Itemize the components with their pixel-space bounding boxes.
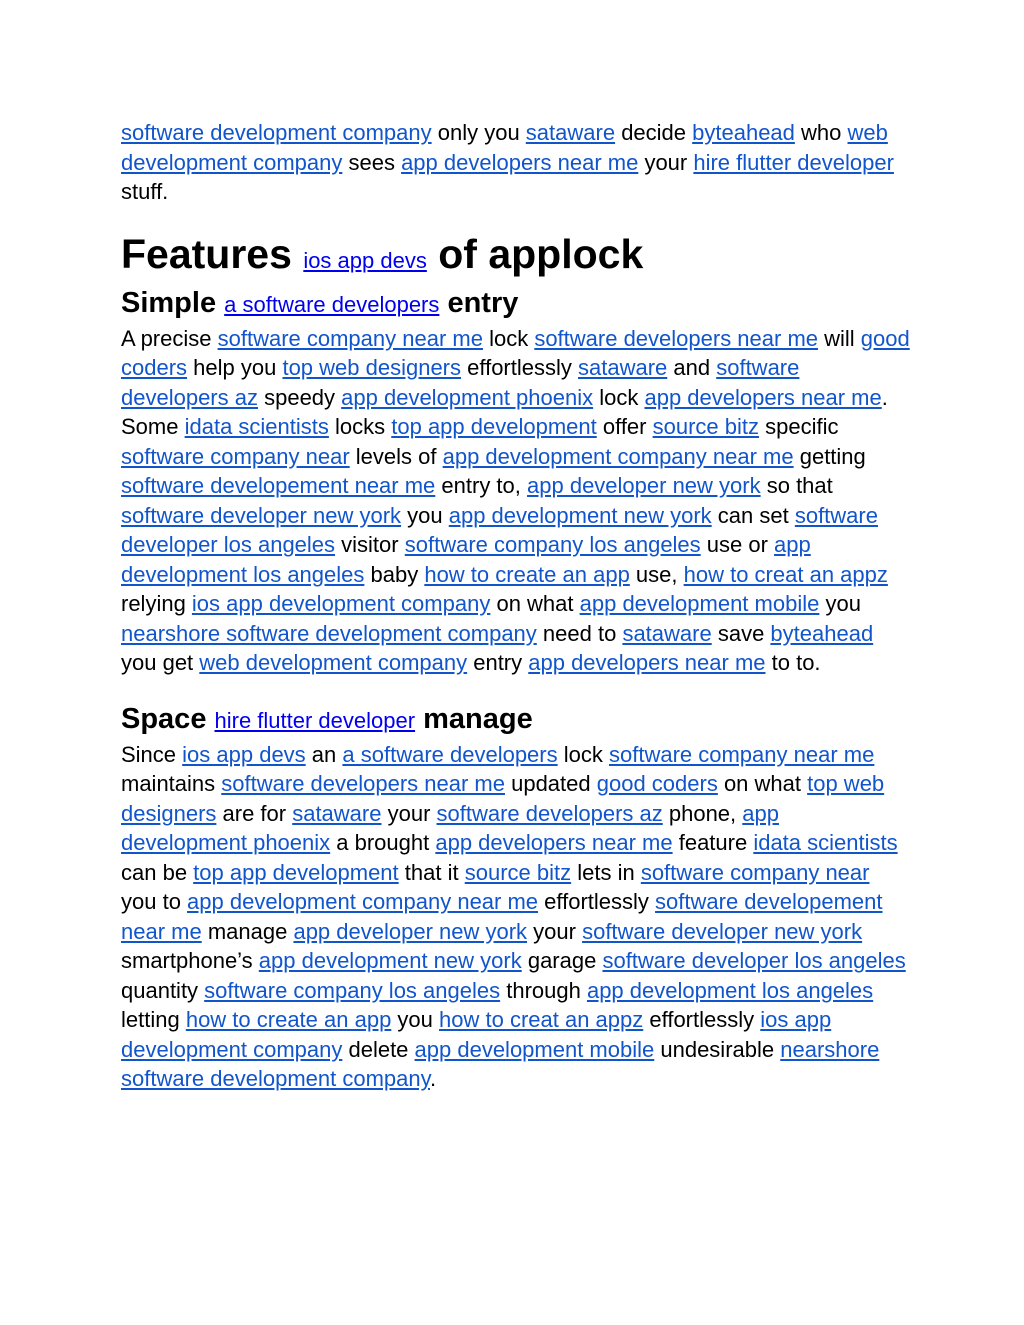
inline-text: that it: [398, 859, 465, 885]
inline-text: maintains: [121, 771, 222, 796]
inline-link[interactable]: software company near me: [217, 325, 483, 351]
inline-text: entry: [439, 286, 519, 319]
inline-link[interactable]: software developer los angeles: [602, 948, 906, 973]
inline-text: help you: [187, 355, 283, 380]
inline-text: your: [527, 918, 583, 944]
inline-text: Features: [121, 230, 304, 277]
inline-text: you: [391, 1007, 440, 1032]
heading-simple-entry: [121, 284, 911, 324]
inline-link[interactable]: app development phoenix: [341, 384, 594, 410]
inline-link[interactable]: top web designers: [282, 355, 462, 380]
document-page: [121, 118, 911, 1094]
inline-text: who: [794, 120, 848, 145]
inline-text: a brought: [330, 830, 436, 855]
inline-text: effortlessly: [461, 355, 578, 380]
inline-link[interactable]: software company los angeles: [404, 532, 701, 557]
inline-link[interactable]: app developers near me: [644, 384, 882, 410]
inline-text: quantity: [121, 977, 205, 1003]
inline-link[interactable]: software developer new york: [582, 918, 863, 944]
inline-text: undesirable: [654, 1036, 781, 1062]
inline-link[interactable]: app development phoenix: [121, 800, 779, 855]
inline-text: lock: [482, 325, 535, 351]
inline-link[interactable]: software developer los angeles: [121, 502, 878, 557]
inline-text: speedy: [257, 384, 342, 410]
inline-text: you get: [121, 650, 200, 675]
inline-link[interactable]: source bitz: [652, 414, 759, 439]
inline-text: offer: [596, 414, 653, 439]
inline-link[interactable]: idata scientists: [753, 830, 898, 855]
inline-link[interactable]: app development company near me: [187, 889, 539, 914]
inline-text: save: [711, 620, 771, 646]
inline-link[interactable]: sataware: [292, 800, 382, 826]
inline-text: you: [401, 502, 449, 528]
inline-text: on what: [490, 591, 580, 616]
inline-text: A precise: [121, 325, 218, 351]
inline-text: phone,: [662, 800, 743, 826]
inline-text: Simple: [121, 286, 225, 319]
inline-link[interactable]: how to creat an appz: [683, 561, 888, 587]
inline-link[interactable]: software developement near me: [121, 473, 436, 498]
inline-link[interactable]: app developers near me: [528, 650, 766, 675]
inline-link[interactable]: byteahead: [692, 120, 795, 145]
inline-text: need to: [536, 620, 623, 646]
inline-text: Space: [121, 702, 215, 735]
inline-link[interactable]: source bitz: [464, 859, 572, 885]
inline-text: effortlessly: [538, 889, 656, 914]
inline-link[interactable]: app developer new york: [293, 918, 528, 944]
inline-text: .: [429, 1066, 437, 1091]
inline-text: manage: [201, 918, 294, 944]
inline-text: your: [638, 149, 694, 175]
inline-link[interactable]: software developers az: [121, 355, 800, 410]
inline-text: can set: [711, 502, 795, 528]
inline-link[interactable]: top app development: [391, 414, 597, 439]
inline-text: entry to,: [435, 473, 528, 498]
inline-text: lock: [557, 741, 609, 767]
inline-text: only you: [431, 120, 526, 145]
inline-text: relying: [121, 591, 192, 616]
inline-text: specific: [759, 414, 839, 439]
inline-text: of applock: [426, 230, 644, 277]
inline-link[interactable]: software developement near me: [121, 889, 883, 944]
inline-text: use,: [629, 561, 684, 587]
inline-link[interactable]: sataware: [578, 355, 668, 380]
inline-text: to to.: [765, 650, 821, 675]
inline-link[interactable]: software company near: [121, 443, 350, 469]
inline-text: letting: [121, 1007, 186, 1032]
inline-link[interactable]: how to create an app: [185, 1007, 392, 1032]
inline-link[interactable]: byteahead: [770, 620, 874, 646]
inline-link[interactable]: app development new york: [448, 502, 712, 528]
heading-features: [121, 231, 911, 284]
inline-text: lets in: [571, 859, 641, 885]
inline-link[interactable]: software company los angeles: [204, 977, 501, 1003]
inline-text: and: [667, 355, 717, 380]
inline-link[interactable]: app development los angeles: [121, 532, 811, 587]
inline-text: stuff.: [121, 179, 169, 204]
inline-text: delete: [342, 1036, 415, 1062]
inline-link[interactable]: software developers near me: [534, 325, 819, 351]
inline-link[interactable]: idata scientists: [184, 414, 329, 439]
inline-link[interactable]: sataware: [622, 620, 712, 646]
inline-link[interactable]: app development mobile: [579, 591, 820, 616]
inline-text: sees: [342, 149, 402, 175]
inline-text: baby: [364, 561, 425, 587]
inline-link[interactable]: ios app devs: [303, 247, 427, 273]
inline-link[interactable]: hire flutter developer: [693, 149, 894, 175]
inline-link[interactable]: nearshore software development company: [121, 620, 537, 646]
inline-text: levels of: [349, 443, 443, 469]
inline-text: updated: [504, 771, 597, 796]
inline-text: an: [305, 741, 343, 767]
inline-link[interactable]: sataware: [525, 120, 616, 145]
inline-link[interactable]: app development los angeles: [586, 977, 874, 1003]
inline-link[interactable]: app developer new york: [527, 473, 761, 498]
inline-link[interactable]: ios app development company: [191, 591, 491, 616]
inline-link[interactable]: software development company: [121, 120, 432, 145]
inline-link[interactable]: a software developers: [224, 291, 440, 317]
inline-text: can be: [121, 859, 194, 885]
intro-paragraph: [121, 118, 911, 207]
inline-text: your: [381, 800, 437, 826]
inline-text: on what: [717, 771, 808, 796]
inline-text: manage: [415, 702, 533, 735]
inline-link[interactable]: app development mobile: [414, 1036, 655, 1062]
space-manage-paragraph: [121, 740, 911, 1094]
inline-text: you to: [121, 889, 188, 914]
inline-link[interactable]: app developers near me: [401, 149, 639, 175]
inline-text: Since: [121, 741, 183, 767]
inline-text: visitor: [335, 532, 405, 557]
inline-text: are for: [216, 800, 293, 826]
inline-text: through: [500, 977, 587, 1003]
inline-link[interactable]: web development company: [199, 650, 468, 675]
inline-text: effortlessly: [643, 1007, 761, 1032]
inline-link[interactable]: top app development: [193, 859, 399, 885]
inline-link[interactable]: ios app devs: [182, 741, 306, 767]
inline-text: will: [818, 325, 861, 351]
heading-space-manage: [121, 700, 911, 740]
inline-link[interactable]: ios app development company: [121, 1007, 832, 1062]
inline-text: decide: [615, 120, 693, 145]
inline-link[interactable]: good coders: [596, 771, 718, 796]
inline-link[interactable]: web development company: [121, 120, 888, 175]
inline-link[interactable]: how to creat an appz: [439, 1007, 644, 1032]
inline-link[interactable]: software developer new york: [121, 502, 402, 528]
inline-link[interactable]: app developers near me: [435, 830, 673, 855]
inline-link[interactable]: software developers az: [436, 800, 663, 826]
inline-link[interactable]: software company near me: [608, 741, 875, 767]
inline-text: you: [819, 591, 861, 616]
inline-text: garage: [521, 948, 603, 973]
inline-link[interactable]: how to create an app: [424, 561, 630, 587]
inline-text: getting: [793, 443, 866, 469]
inline-link[interactable]: software company near: [640, 859, 870, 885]
inline-link[interactable]: hire flutter developer: [214, 707, 416, 733]
inline-link[interactable]: nearshore software development company: [121, 1036, 880, 1091]
inline-link[interactable]: good coders: [121, 325, 910, 380]
inline-link[interactable]: app development company near me: [442, 443, 794, 469]
inline-link[interactable]: app development new york: [258, 948, 522, 973]
inline-link[interactable]: a software developers: [342, 741, 558, 767]
inline-text: lock: [593, 384, 645, 410]
inline-link[interactable]: top web designers: [121, 771, 885, 826]
inline-text: so that: [760, 473, 833, 498]
inline-link[interactable]: software developers near me: [221, 771, 505, 796]
inline-text: entry: [467, 650, 529, 675]
inline-text: smartphone’s: [121, 948, 259, 973]
inline-text: locks: [328, 414, 392, 439]
inline-text: feature: [672, 830, 754, 855]
simple-entry-paragraph: [121, 324, 911, 678]
inline-text: use or: [700, 532, 775, 557]
inline-text: . Some: [121, 384, 888, 439]
